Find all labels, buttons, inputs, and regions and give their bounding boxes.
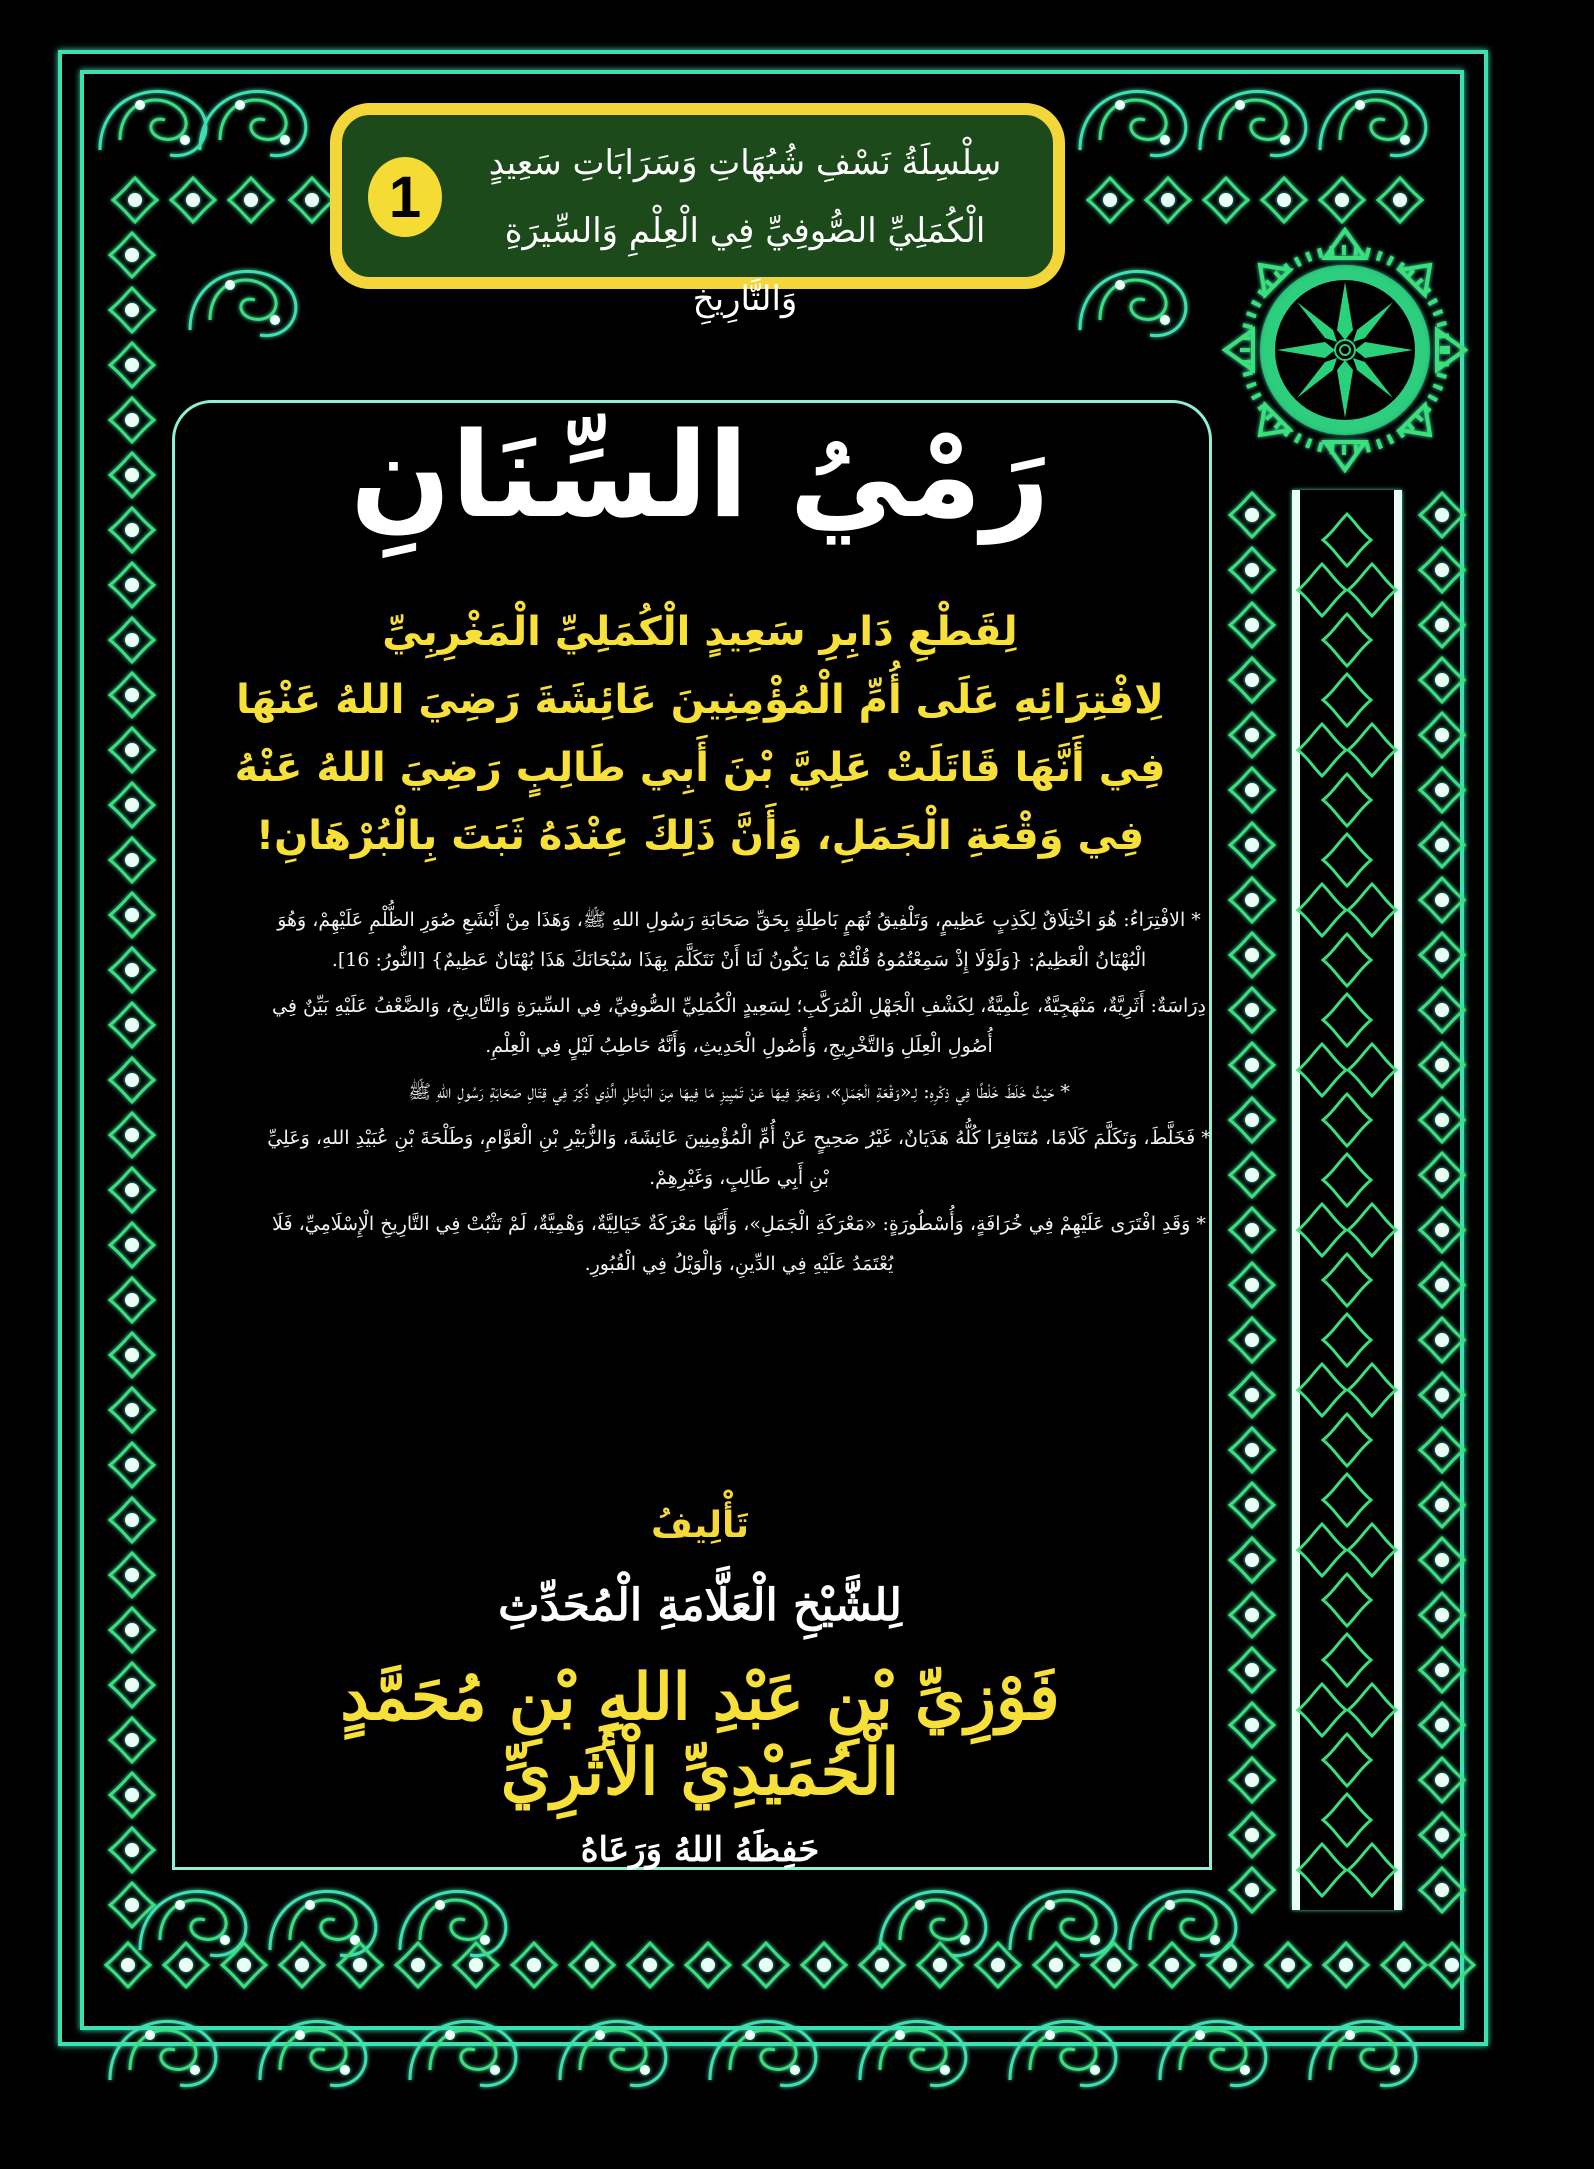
note-paragraph: * الافْتِرَاءُ: هُوَ اخْتِلَاقٌ لِكَذِبٍ عَظِيمٍ، وَتَلْفِيقُ تُهَمٍ بَاطِلَةٍ بِحَقِّ صَحَابَةِ رَسُولِ اللهِ ﷺ، وَهَذَا مِنْ أَبْشَعِ صُوَرِ الظُّلْمِ عَلَيْهِمْ، وَهُوَ الْبُهْتَانُ الْعَظِيمُ: {وَلَوْلَا إِذْ سَمِعْتُمُوهُ قُلْتُمْ مَا يَكُونُ لَنَا أَنْ نَتَكَلَّمَ بِهَذَا سُبْحَانَكَ هَذَا بُهْتَانٌ عَظِيمٌ} [النُّورُ: 16]. [277,909,1201,971]
bottom-scroll-band [110,2021,1416,2085]
subtitle-line-1: لِقَطْعِ دَابِرِ سَعِيدٍ الْكُمَلِيِّ الْمَغْرِبِيِّ [382,609,1018,655]
series-number-badge: 1 [368,157,442,237]
mandala-ornament [1225,230,1465,470]
note-paragraph: * فَخَلَّطَ، وَتَكَلَّمَ كَلَامًا، مُتَنَافِرًا كُلُّهُ هَذَيَانٌ، غَيْرُ صَحِيحٍ عَنْ أُمِّ الْمُؤْمِنِينَ عَائِشَةَ، وَالزُّبَيْرِ بْنِ الْعَوَّامِ، وَطَلْحَةَ بْنِ عُبَيْدِ اللهِ، وَعَلِيِّ بْنِ أَبِي طَالِبٍ، وَغَيْرِهِمْ. [267,1127,1211,1189]
author-name: فَوْزِيِّ بْنِ عَبْدِ اللهِ بْنِ مُحَمَّدٍ الْحُمَيْدِيِّ الْأَثَرِيِّ [340,1660,1060,1810]
subtitle-line-3: فِي أَنَّهَا قَاتَلَتْ عَلِيَّ بْنَ أَبِي طَالِبٍ رَضِيَ اللهُ عَنْهُ [234,745,1166,791]
subtitle-line-2: لِافْتِرَائِهِ عَلَى أُمِّ الْمُؤْمِنِينَ عَائِشَةَ رَضِيَ اللهُ عَنْهَا [236,677,1164,723]
book-subtitle [200,598,1200,870]
series-title [465,129,1025,333]
series-badge [330,103,1065,319]
right-lattice-column [1230,490,1464,1912]
bottom-ornament-row [106,1943,1474,1987]
series-title-line-1: سِلْسِلَةُ نَسْفِ شُبُهَاتِ وَسَرَابَاتِ سَعِيدٍ [488,143,1002,183]
author-label: تَأْلِيفُ [650,1505,750,1546]
note-paragraph: * وَقَدِ افْتَرَى عَلَيْهِمْ فِي خُرَافَةٍ، وَأُسْطُورَةٍ: «مَعْرَكَةِ الْجَمَلِ»، وَأَنَّهَا مَعْرَكَةٌ خَيَالِيَّةٌ، وَهْمِيَّةٌ، لَمْ تَثْبُتْ فِي التَّارِيخِ الْإِسْلَامِيِّ، فَلَا يُعْتَمَدُ عَلَيْهِ فِي الدِّينِ، وَالْوَيْلُ فِي الْقُبُورِ. [272,1213,1206,1275]
subtitle-line-4: فِي وَقْعَةِ الْجَمَلِ، وَأَنَّ ذَلِكَ عِنْدَهُ ثَبَتَ بِالْبُرْهَانِ! [255,813,1145,859]
series-title-line-2: الْكُمَلِيِّ الصُّوفِيِّ فِي الْعِلْمِ وَالسِّيرَةِ وَالتَّارِيخِ [504,211,986,319]
author-prayer: حَفِظَهُ اللهُ وَرَعَاهُ [580,1830,820,1870]
left-ornament-column [110,233,154,1927]
author-honorific: لِلشَّيْخِ الْعَلَّامَةِ الْمُحَدِّثِ [498,1580,902,1631]
description-notes [258,900,1220,1290]
book-title: رَمْيُ السِّنَانِ [350,406,1050,544]
note-paragraph: * حَيْثُ خَلَطَ خَلْطًا فِي ذِكْرِهِ: لِـ«وَقْعَةِ الْجَمَلِ»، وَعَجَزَ فِيهَا عَنْ تَمْيِيزِ مَا فِيهَا مِنَ الْبَاطِلِ الَّذِي ذُكِرَ فِي قِتَالِ صَحَابَةِ رَسُولِ اللهِ ﷺ [408,1081,1070,1103]
note-paragraph: دِرَاسَةٌ: أَثَرِيَّةٌ، مَنْهَجِيَّةٌ، عِلْمِيَّةٌ، لِكَشْفِ الْجَهْلِ الْمُرَكَّبِ؛ لِسَعِيدٍ الْكُمَلِيِّ الصُّوفِيِّ، فِي السِّيرَةِ وَالتَّارِيخِ، وَالضَّعْفُ عَلَيْهِ بَيِّنٌ فِي أُصُولِ الْعِلَلِ وَالتَّخْرِيجِ، وَأُصُولِ الْحَدِيثِ، وَأَنَّهُ حَاطِبُ لَيْلٍ فِي الْعِلْمِ. [272,995,1206,1057]
